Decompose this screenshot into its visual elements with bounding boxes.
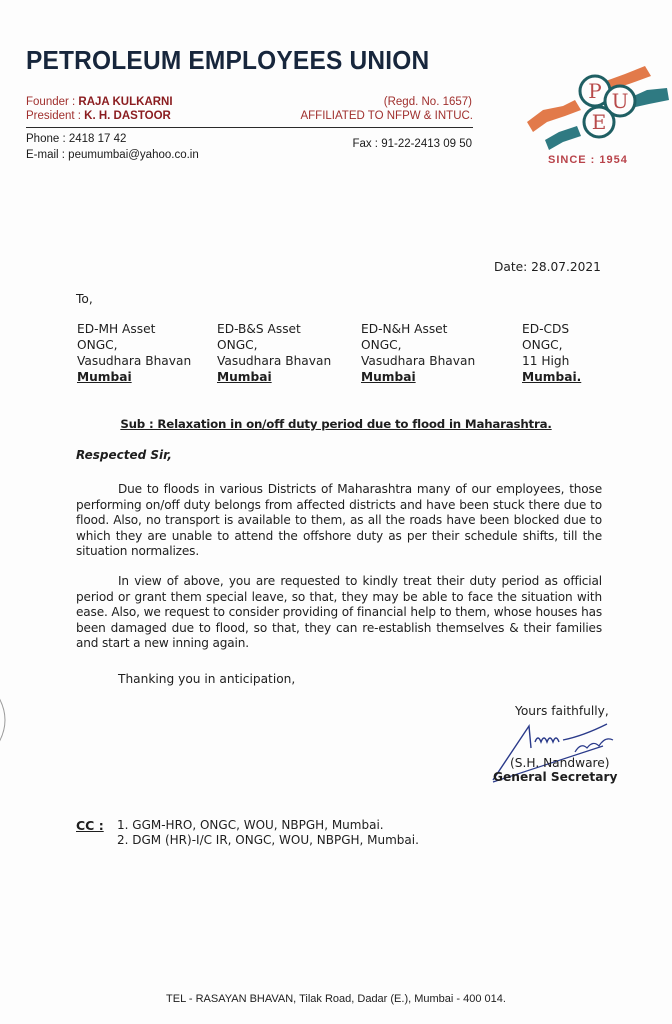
logo-ribbon-orange-left — [527, 100, 581, 132]
addressee-city: Mumbai — [361, 370, 416, 384]
logo-letter-p: P — [588, 79, 602, 103]
president-label: President : — [26, 110, 85, 122]
addressee-title: ED-B&S Asset — [217, 322, 301, 336]
closing-line: Thanking you in anticipation, — [118, 672, 296, 686]
fax-number: Fax : 91-22-2413 09 50 — [352, 138, 472, 150]
subject-line: Sub : Relaxation in on/off duty period due to flood in Maharashtra. — [120, 417, 552, 431]
phone-number: 2418 17 42 — [68, 133, 127, 145]
email-line — [26, 148, 199, 163]
addressee-title: ED-CDS — [522, 322, 570, 336]
addressee-block — [217, 321, 331, 385]
addressee-org: ONGC, — [77, 338, 118, 352]
org-name: PETROLEUM EMPLOYEES UNION — [26, 47, 430, 75]
registration-number: (Regd. No. 1657) — [383, 96, 472, 108]
addressee-block — [522, 321, 581, 385]
logo-letter-u: U — [611, 89, 629, 113]
addressee-title: ED-N&H Asset — [361, 322, 448, 336]
affiliation: AFFILIATED TO NFPW & INTUC. — [300, 110, 473, 122]
header-divider — [26, 127, 473, 128]
cc-label: CC : — [76, 818, 104, 833]
founder-name: RAJA KULKARNI — [78, 96, 173, 108]
scan-edge-mark-icon — [0, 694, 14, 746]
addressee-block — [77, 321, 191, 385]
addressee-building: Vasudhara Bhavan — [77, 354, 192, 368]
addressee-city: Mumbai. — [522, 370, 582, 384]
body-paragraph: In view of above, you are requested to kindly treat their duty period as official period or grant them special leave, so that, they may be able to face the situation with ease. Also, we request to consider providing of financial help to them, whose houses has been damaged due to flood, so that, they can re-establish themselves & their families and start a new inning again. — [76, 574, 602, 650]
salutation: Respected Sir, — [76, 448, 172, 462]
addressee-org: ONGC, — [217, 338, 258, 352]
addressee-building: 11 High — [522, 354, 570, 368]
cc-item: 1. GGM-HRO, ONGC, WOU, NBPGH, Mumbai. — [117, 818, 384, 832]
president-line — [26, 109, 171, 124]
addressee-building: Vasudhara Bhavan — [217, 354, 332, 368]
president-name: K. H. DASTOOR — [84, 110, 171, 122]
addressee-org: ONGC, — [361, 338, 402, 352]
founder-label: Founder : — [26, 96, 79, 108]
addressee-block — [361, 321, 475, 385]
cc-item: 2. DGM (HR)-I/C IR, ONGC, WOU, NBPGH, Mumbai. — [117, 833, 419, 847]
phone-label: Phone : — [26, 133, 69, 145]
addressee-title: ED-MH Asset — [77, 322, 156, 336]
founder-line — [26, 95, 173, 110]
addressee-org: ONGC, — [522, 338, 563, 352]
phone-line — [26, 132, 126, 147]
email-address[interactable]: peumumbai@yahoo.co.in — [68, 149, 199, 161]
body-paragraph: Due to floods in various Districts of Maharashtra many of our employees, those performing on/off duty belongs from affected districts and have been stuck there due to flood. Also, no transport is available to them, as all the roads have been blocked due to which they are unable to attend the offshore duty as per their schedule shifts, till the situation normalizes. — [76, 482, 602, 558]
email-label: E-mail : — [26, 149, 69, 161]
signatory-designation: General Secretary — [493, 770, 618, 784]
since-year: SINCE : 1954 — [548, 154, 628, 166]
logo-ribbon-teal-left — [545, 126, 581, 150]
to-line: To, — [76, 292, 93, 306]
logo-letter-e: E — [591, 110, 607, 134]
sign-off: Yours faithfully, — [515, 704, 609, 718]
addressee-city: Mumbai — [77, 370, 132, 384]
signatory-name: (S.H. Nandware) — [510, 756, 610, 770]
footer-address: TEL - RASAYAN BHAVAN, Tilak Road, Dadar (E.), Mumbai - 400 014. — [166, 993, 506, 1005]
cc-list — [117, 818, 419, 848]
addressee-city: Mumbai — [217, 370, 272, 384]
addressee-building: Vasudhara Bhavan — [361, 354, 476, 368]
letter-date: Date: 28.07.2021 — [494, 260, 601, 274]
peu-logo-icon — [525, 60, 672, 160]
